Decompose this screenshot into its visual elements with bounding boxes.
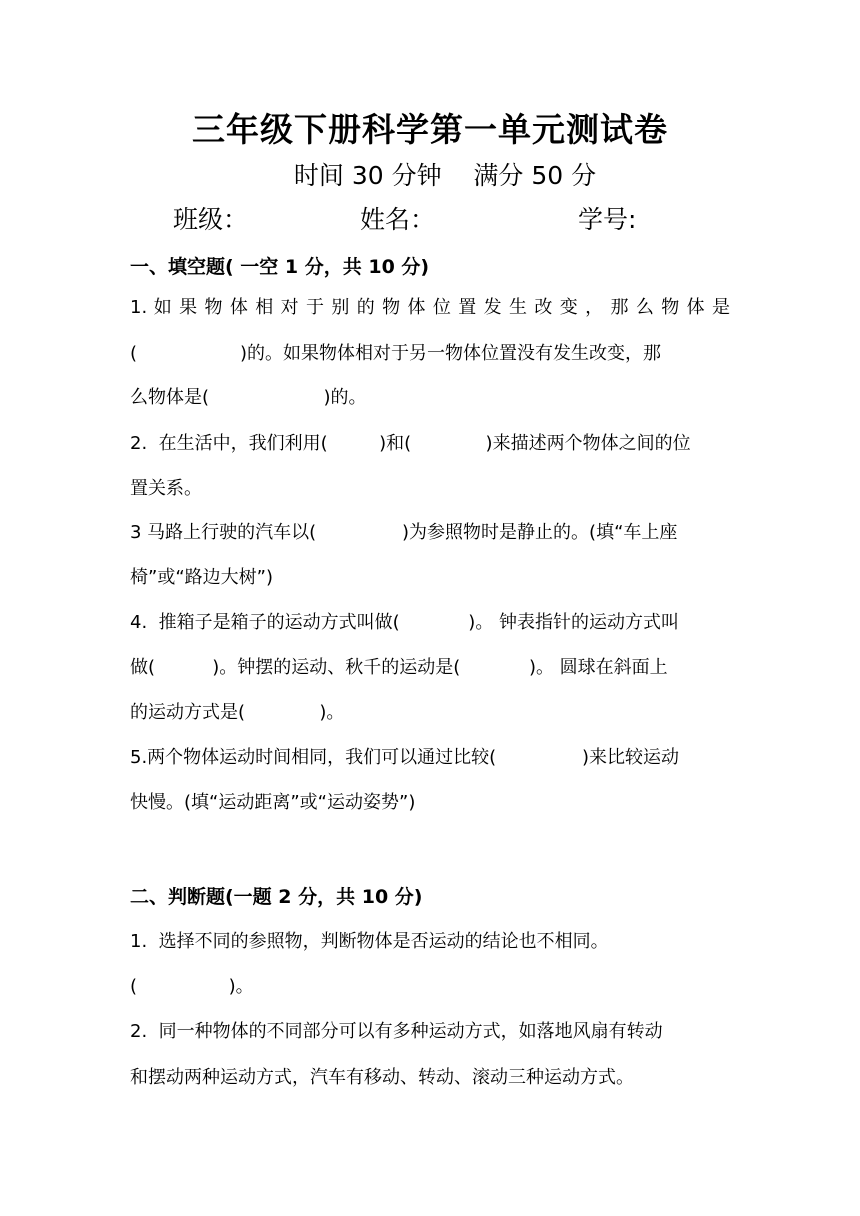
- question-line: 的运动方式是( )。: [130, 702, 345, 723]
- section-heading-true-false: 二、判断题(一题 2 分，共 10 分): [130, 886, 423, 908]
- name-label: 姓名：: [360, 205, 436, 234]
- question-line: 2. 同一种物体的不同部分可以有多种运动方式，如落地风扇有转动: [130, 1021, 663, 1042]
- question-line: 1. 选择不同的参照物，判断物体是否运动的结论也不相同。: [130, 931, 609, 952]
- question-line: 1. 如 果 物 体 相 对 于 别 的 物 体 位 置 发 生 改 变 ， 那 么 物 体 是: [130, 297, 730, 318]
- question-line: 做( )。钟摆的运动、秋千的运动是( )。 圆球在斜面上: [130, 657, 668, 678]
- question-line: ( )的。如果物体相对于另一物体位置没有发生改变，那: [130, 343, 662, 364]
- question-line: 快慢。(填“运动距离”或“运动姿势”): [130, 792, 416, 813]
- question-line: 5.两个物体运动时间相同，我们可以通过比较( )来比较运动: [130, 747, 680, 768]
- question-line: 4. 推箱子是箱子的运动方式叫做( )。 钟表指针的运动方式叫: [130, 612, 680, 633]
- class-label: 班级：: [173, 205, 249, 234]
- question-line: ( )。: [130, 976, 254, 997]
- question-line: 置关系。: [130, 478, 202, 499]
- question-line: 2. 在生活中，我们利用( )和( )来描述两个物体之间的位: [130, 433, 691, 454]
- question-line: 么物体是( )的。: [130, 387, 367, 408]
- question-line: 椅”或“路边大树”): [130, 567, 273, 588]
- section-heading-fill-in: 一、填空题( 一空 1 分，共 10 分): [130, 256, 430, 278]
- exam-time-and-score: 时间 30 分钟 满分 50 分: [293, 161, 597, 190]
- student-id-label: 学号:: [578, 205, 637, 234]
- question-line: 和摆动两种运动方式，汽车有移动、转动、滚动三种运动方式。: [130, 1067, 634, 1088]
- page-title: 三年级下册科学第一单元测试卷: [192, 110, 668, 149]
- question-line: 3 马路上行驶的汽车以( )为参照物时是静止的。(填“车上座: [130, 522, 678, 543]
